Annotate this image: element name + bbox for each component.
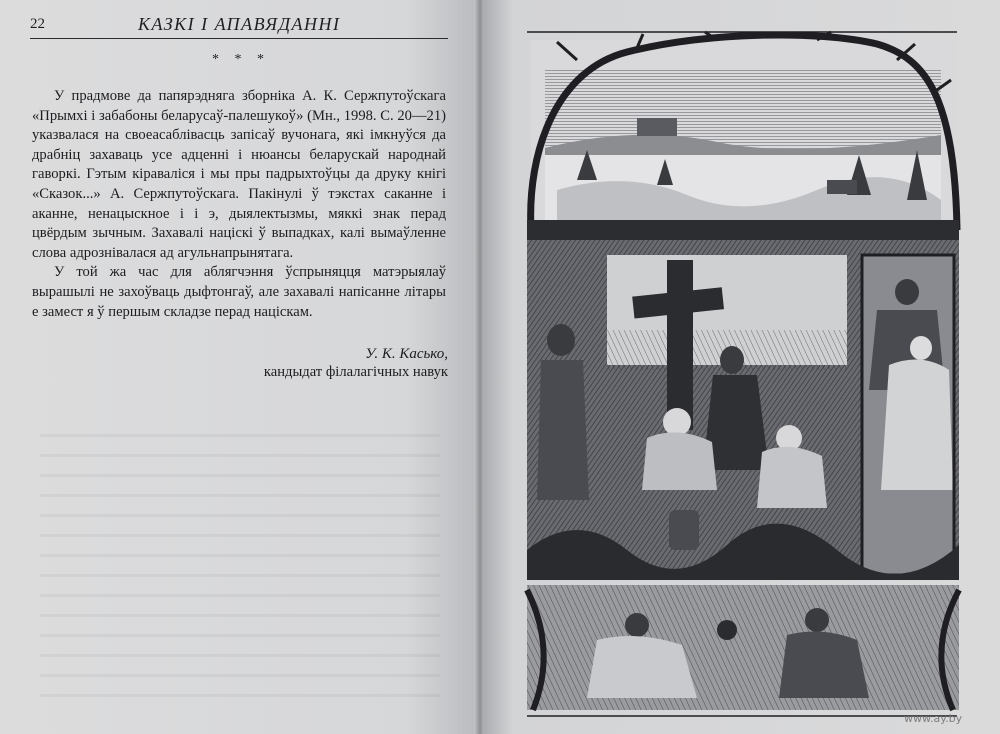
section-title: КАЗКІ І АПАВЯДАННІ [138, 14, 341, 34]
running-head [30, 10, 450, 40]
page-number: 22 [30, 16, 45, 32]
paragraph-2: У той жа час для аблягчэння ўспрыняцця матэрыялаў вырашылі не захоўваць дыфтонгаў, але захавалі напісанне літары е замест я ў першым складзе перад націскам. [32, 264, 446, 320]
body-text [32, 87, 446, 322]
author-name: У. К. Касько, [365, 346, 448, 362]
signature-block [200, 345, 448, 382]
author-title: кандыдат філалагічных навук [263, 364, 448, 380]
watermark: www.ay.by [904, 712, 963, 725]
engraving-image [517, 30, 969, 720]
header-rule [30, 38, 448, 39]
show-through-text [40, 420, 440, 710]
section-separator: * * * [212, 52, 270, 67]
paragraph-1: У прадмове да папярэдняга зборніка А. К. Сержпутоўскага «Прымхі і забабоны беларусаў-палешукоў» (Мн., 1998. С. 20—21) указвалася на своеасаблівасць запісаў вучонага, які імкнуўся да драбніц захаваць усе адценні і нюансы беларускай народнай гаворкі. Гэтым кіраваліся і мы пры падрыхтоўцы да друку кнігі «Сказок...» А. Сержпутоўскага. Пакінулі ў тэкстах саканне і аканне, ненацыскное і і э, дыялектызмы, мяккі знак перад цвёрдым зычным. Захавалі націскі ў выпадках, калі вымаўленне слова адрознівалася ад агульнапрынятага. [32, 88, 446, 261]
